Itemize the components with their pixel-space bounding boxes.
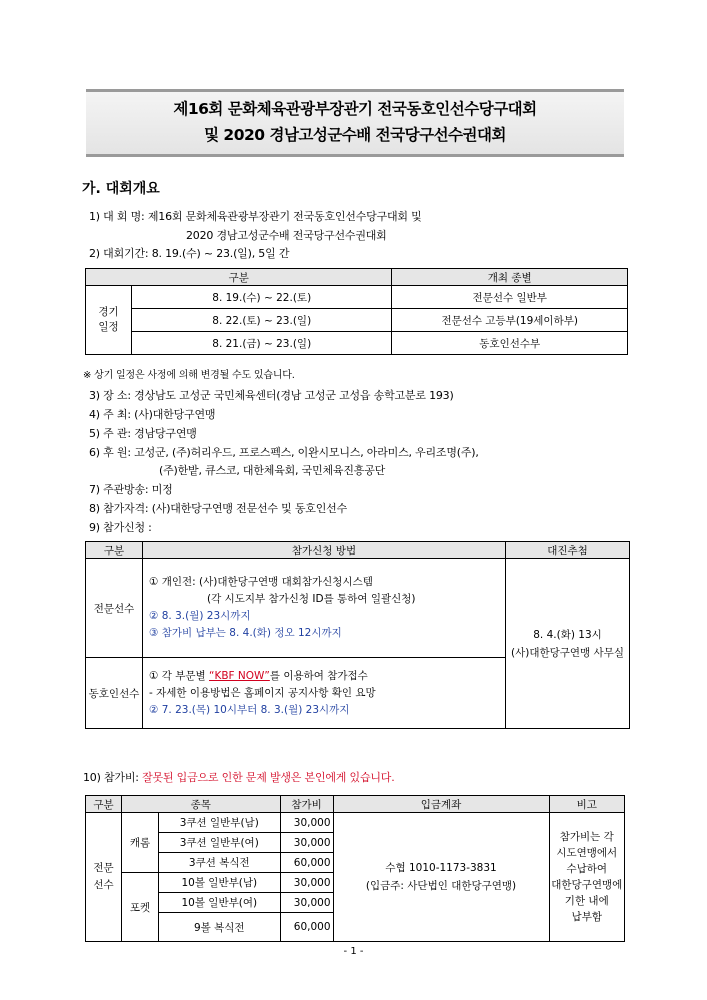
- title-banner: [86, 89, 624, 157]
- apply-header-method: 참가신청 방법: [143, 542, 506, 559]
- fee-carom: 캐롬: [122, 813, 159, 873]
- schedule-date: 8. 22.(토) ~ 23.(일): [132, 309, 392, 332]
- fee-event: 10볼 일반부(여): [159, 893, 281, 913]
- schedule-date: 8. 19.(수) ~ 22.(토): [132, 286, 392, 309]
- fee-account-holder: (입금주: 사단법인 대한당구연맹): [365, 880, 517, 892]
- title-line1: 제16회 문화체육관광부장관기 전국동호인선수당구대회: [173, 100, 537, 118]
- item-10-fee: [83, 769, 395, 785]
- fee-pocket: 포켓: [122, 873, 159, 942]
- item-10-fee-prefix: 10) 참가비:: [83, 771, 143, 784]
- fee-event: 10볼 일반부(남): [159, 873, 281, 893]
- apply-pro-label: 전문선수: [86, 559, 143, 658]
- apply-amateur-line2: - 자세한 이용방법은 홈페이지 공지사항 확인 요망: [149, 686, 376, 699]
- fee-header-account: 입금계좌: [333, 796, 549, 813]
- fee-note: 참가비는 각 시도연맹에서 수납하여 대한당구연맹에 기한 내에 납부함: [549, 813, 624, 942]
- item-7-broadcast: 7) 주관방송: 미정: [89, 483, 173, 496]
- apply-pro-line3: ② 8. 3.(월) 23시까지: [149, 610, 251, 622]
- fee-account-number: 수협 1010-1173-3831: [385, 862, 497, 874]
- item-9-registration: 9) 참가신청 :: [89, 521, 152, 534]
- item-4-host: 4) 주 최: (사)대한당구연맹: [89, 408, 216, 421]
- title-line2: 및 2020 경남고성군수배 전국당구선수권대회: [204, 126, 506, 144]
- apply-amateur-label: 동호인선수: [86, 658, 143, 729]
- item-3-venue: 3) 장 소: 경상남도 고성군 국민체육센터(경남 고성군 고성읍 송학고분로 193): [89, 389, 454, 402]
- schedule-header-division: 구분: [86, 269, 392, 286]
- fee-account: [333, 813, 549, 942]
- fee-event: 3쿠션 일반부(남): [159, 813, 281, 833]
- apply-pro-line1: ① 개인전: (사)대한당구연맹 대회참가신청시스템: [149, 576, 373, 588]
- fee-header-division: 구분: [86, 796, 122, 813]
- fee-amount: 30,000: [280, 873, 333, 893]
- apply-amateur-line1: [149, 668, 505, 685]
- fee-amount: 30,000: [280, 813, 333, 833]
- schedule-type: 동호인선수부: [392, 332, 628, 355]
- schedule-group: 경기 일정: [86, 286, 132, 355]
- section-heading: 가. 대회개요: [82, 181, 160, 197]
- fee-event: 3쿠션 일반부(여): [159, 833, 281, 853]
- schedule-type: 전문선수 고등부(19세이하부): [392, 309, 628, 332]
- item-2-period: 2) 대회기간: 8. 19.(수) ~ 23.(일), 5일 간: [89, 247, 290, 260]
- apply-draw-place: (사)대한당구연맹 사무실: [511, 646, 624, 659]
- registration-table: [85, 541, 630, 729]
- fee-header-fee: 참가비: [280, 796, 333, 813]
- item-1-name: 1) 대 회 명: 제16회 문화체육관광부장관기 전국동호인선수당구대회 및: [89, 210, 422, 223]
- apply-amateur-line1-pre: ① 각 부문별: [149, 669, 209, 682]
- fee-amount: 60,000: [280, 853, 333, 873]
- schedule-date: 8. 21.(금) ~ 23.(일): [132, 332, 392, 355]
- fee-event: 9볼 복식전: [159, 913, 281, 942]
- apply-pro-method: [143, 559, 506, 658]
- fee-amount: 30,000: [280, 833, 333, 853]
- apply-draw: [506, 559, 630, 729]
- fee-amount: 60,000: [280, 913, 333, 942]
- apply-amateur-method: [143, 658, 506, 729]
- fee-header-note: 비고: [549, 796, 624, 813]
- schedule-type: 전문선수 일반부: [392, 286, 628, 309]
- item-6-sponsors-cont: (주)한밭, 큐스코, 대한체육회, 국민체육진흥공단: [159, 464, 386, 477]
- apply-header-draw: 대진추첨: [506, 542, 630, 559]
- item-5-organizer: 5) 주 관: 경남당구연맹: [89, 427, 197, 440]
- apply-amateur-line3: ② 7. 23.(목) 10시부터 8. 3.(월) 23시까지: [149, 703, 350, 716]
- fee-header-event: 종목: [122, 796, 281, 813]
- apply-amateur-line1-post: 를 이용하여 참가접수: [269, 669, 368, 682]
- item-10-fee-warning: 잘못된 입금으로 인한 문제 발생은 본인에게 있습니다.: [142, 771, 395, 784]
- schedule-note: ※ 상기 일정은 사정에 의해 변경될 수도 있습니다.: [83, 370, 295, 381]
- apply-pro-line2: (각 시도지부 참가신청 ID를 통하여 일괄신청): [207, 593, 416, 605]
- schedule-table: [85, 268, 628, 355]
- apply-header-division: 구분: [86, 542, 143, 559]
- item-6-sponsors: 6) 후 원: 고성군, (주)허리우드, 프로스펙스, 이완시모니스, 아라미스, 우리조명(주),: [89, 446, 479, 459]
- fee-amount: 30,000: [280, 893, 333, 913]
- kbf-now-link[interactable]: “KBF NOW”: [209, 669, 270, 682]
- fee-group: 전문 선수: [86, 813, 122, 942]
- fee-table: [85, 795, 625, 942]
- item-8-eligibility: 8) 참가자격: (사)대한당구연맹 전문선수 및 동호인선수: [89, 502, 348, 515]
- item-1-name-cont: 2020 경남고성군수배 전국당구선수권대회: [186, 229, 387, 242]
- page-number: - 1 -: [343, 946, 364, 957]
- fee-event: 3쿠션 복식전: [159, 853, 281, 873]
- schedule-header-type: 개최 종별: [392, 269, 628, 286]
- apply-pro-line4: ③ 참가비 납부는 8. 4.(화) 정오 12시까지: [149, 627, 342, 639]
- apply-draw-time: 8. 4.(화) 13시: [533, 628, 602, 641]
